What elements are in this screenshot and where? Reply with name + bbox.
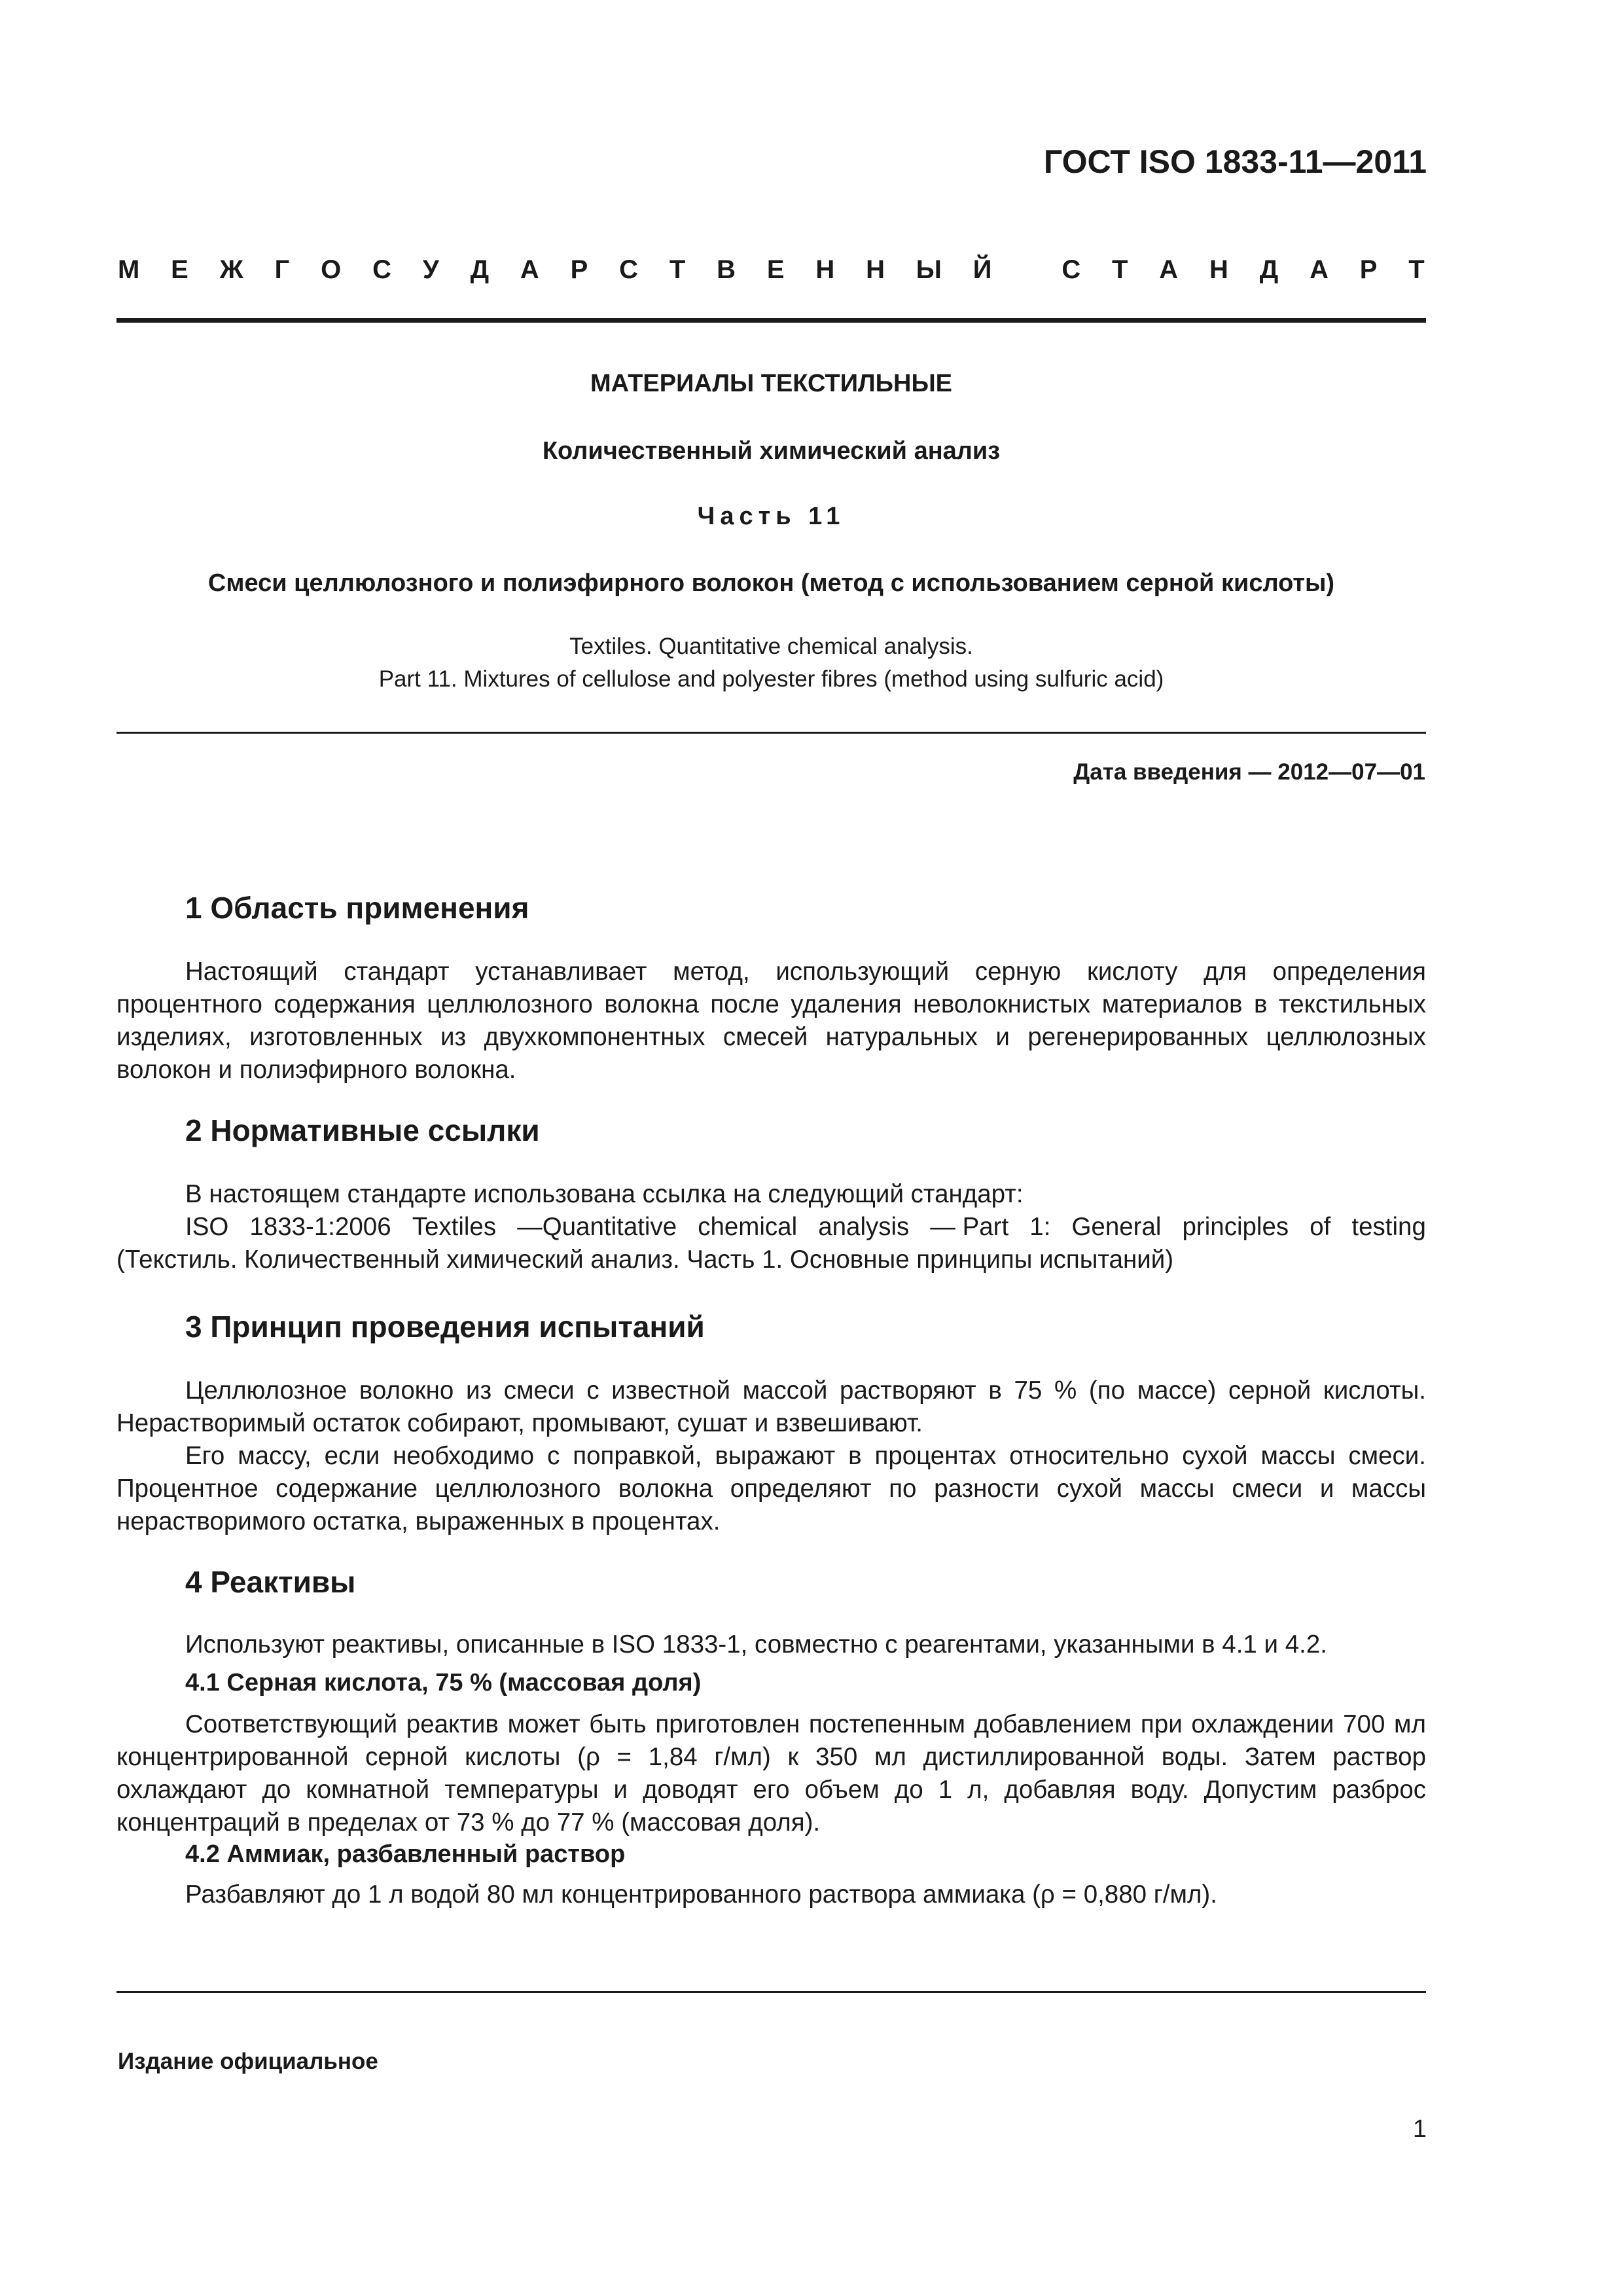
section-3-paragraph-1: Целлюлозное волокно из смеси с известной массой растворяют в 75 % (по массе) серной кислоты. Нерастворимый остаток собирают, промывают, сушат и взвешивают. [116, 1376, 1426, 1437]
reference-word: principles [1182, 1213, 1289, 1241]
standard-type-letter: Р [1359, 255, 1378, 284]
reference-word: of [1310, 1213, 1331, 1241]
subsection-4-1-heading: 4.1 Серная кислота, 75 % (массовая доля) [185, 1669, 702, 1696]
standard-type-letter: Е [766, 255, 785, 284]
standard-type-letter: У [422, 255, 439, 284]
standard-type-letter: Ж [219, 255, 243, 284]
subsection-4-2-text: Разбавляют до 1 л водой 80 мл концентрированного раствора аммиака (ρ = 0,880 г/мл). [185, 1880, 1217, 1909]
title-scope: Смеси целлюлозного и полиэфирного волокон (метод с использованием серной кислоты) [207, 569, 1335, 597]
section-2-heading: 2 Нормативные ссылки [185, 1113, 540, 1147]
standard-type-letter: С [619, 255, 639, 284]
section-1-heading: 1 Область применения [185, 891, 529, 925]
standard-type-letter: Т [1408, 255, 1425, 284]
title-part: Часть 11 [697, 503, 846, 530]
title-english-line1: Textiles. Quantitative chemical analysis. [569, 634, 973, 659]
standard-type-letter [1023, 255, 1030, 285]
standard-type-letter: А [1159, 255, 1179, 284]
section-3-paragraph-2: Его массу, если необходимо с поправкой, выражают в процентах относительно сухой массы смеси. Процентное содержание целлюлозного волокна определяют по разности сухой массы смеси и массы нерастворимого остатка, выраженных в процентах. [116, 1442, 1426, 1535]
subsection-4-2-heading: 4.2 Аммиак, разбавленный раствор [185, 1840, 626, 1868]
normative-reference-translation: (Текстиль. Количественный химический анализ. Часть 1. Основные принципы испытаний) [116, 1246, 1174, 1274]
section-4-heading: 4 Реактивы [185, 1565, 356, 1599]
standard-type-letter: А [520, 255, 539, 284]
standard-type-letter: Г [274, 255, 290, 284]
reference-word: analysis [818, 1213, 910, 1241]
title-sub: Количественный химический анализ [542, 437, 1001, 465]
subsection-4-1-text: Соответствующий реактив может быть приготовлен постепенным добавлением при охлаждении 700 мл концентрированной серной кислоты (ρ = 1,84 г/мл) к 350 мл дистиллированной воды. Затем раствор охлаждают до комнатной температуры и доводят его объем до 1 л, добавляя воду. Допустим разброс концентраций в пределах от 73 % до 77 % (массовая доля). [116, 1710, 1426, 1837]
standard-type-letter: Н [1209, 255, 1228, 284]
standard-type-letter: М [118, 255, 140, 284]
standard-type-letter: О [321, 255, 342, 284]
reference-word: 1: [1029, 1213, 1051, 1241]
standard-type-letter: Д [1259, 255, 1279, 284]
standard-type-heading [118, 255, 1425, 285]
normative-reference-iso-1833-1 [116, 1211, 1426, 1244]
standard-type-letter: Ы [916, 255, 942, 284]
standard-type-letter: А [1310, 255, 1329, 284]
section-2-line1: В настоящем стандарте использована ссылка на следующий стандарт: [185, 1180, 1024, 1208]
page-number: 1 [1412, 2115, 1427, 2143]
title-main: МАТЕРИАЛЫ ТЕКСТИЛЬНЫЕ [590, 370, 952, 397]
reference-word: Textiles [412, 1213, 497, 1241]
reference-word: 1833-1:2006 [249, 1213, 391, 1241]
standard-type-letter: Д [470, 255, 490, 284]
section-3-heading: 3 Принцип проведения испытаний [185, 1310, 705, 1344]
standard-type-letter: Т [669, 255, 686, 284]
footer-divider [116, 1991, 1426, 1993]
standard-type-letter: Р [570, 255, 588, 284]
standard-type-letter: Й [972, 255, 992, 284]
section-4-intro: Используют реактивы, описанные в ISO 1833-1, совместно с реагентами, указанными в 4.1 и 4.2. [185, 1630, 1327, 1659]
reference-word: General [1071, 1213, 1162, 1241]
standard-type-letter: Т [1112, 255, 1128, 284]
reference-word: — Part [930, 1213, 1009, 1241]
standard-type-letter: Н [815, 255, 835, 284]
title-divider [116, 732, 1426, 734]
section-1-text: Настоящий стандарт устанавливает метод, использующий серную кислоту для определения процентного содержания целлюлозного волокна после удаления неволокнистых материалов в текстильных изделиях, изготовленных из двухкомпонентных смесей натуральных и регенерированных целлюлозных волокон и полиэфирного волокна. [116, 958, 1426, 1084]
standard-type-letter: С [372, 255, 392, 284]
reference-word: ISO [185, 1213, 229, 1241]
official-edition-label: Издание официальное [118, 2049, 378, 2074]
standard-type-letter: В [717, 255, 736, 284]
reference-word: —Quantitative [517, 1213, 677, 1241]
gost-number: ГОСТ ISO 1833-11—2011 [1043, 143, 1427, 180]
standard-type-letter: С [1061, 255, 1081, 284]
standard-type-letter: Е [171, 255, 188, 284]
title-english-line2: Part 11. Mixtures of cellulose and polyester fibres (method using sulfuric acid) [378, 666, 1164, 692]
introduction-date: Дата введения — 2012—07—01 [1073, 759, 1425, 785]
section-2-text [116, 1178, 1426, 1276]
standard-type-letter: Н [866, 255, 885, 284]
header-divider [116, 318, 1426, 323]
reference-word: chemical [698, 1213, 798, 1241]
reference-word: testing [1351, 1213, 1426, 1241]
